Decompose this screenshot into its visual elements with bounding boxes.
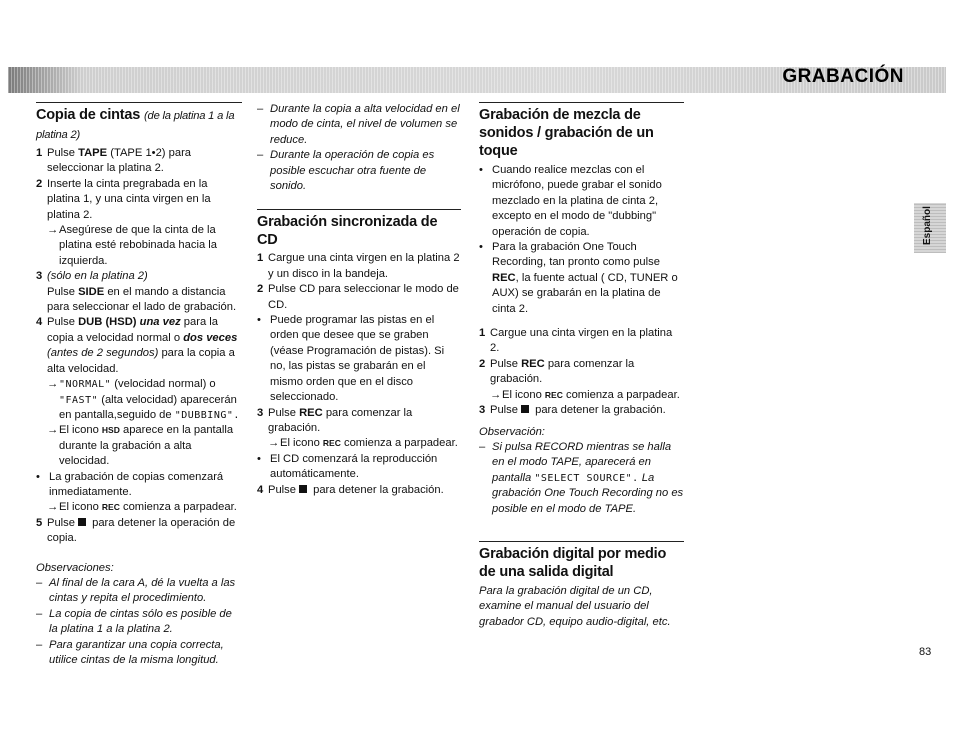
language-tab-label: Español (922, 206, 933, 245)
section-title: GRABACIÓN (782, 66, 904, 87)
observations-title: Observaciones: (36, 561, 114, 574)
step-2-note: → Asegúrese de que la cinta de la platina esté rebobinada hacia la izquierda. (36, 223, 242, 269)
step-5: 5 Pulse para detener la operación de copia. (36, 516, 236, 545)
step-1: 1 Pulse TAPE (TAPE 1•2) para seleccionar la platina 2. (36, 147, 192, 175)
step-4: 4 Pulse para detener la grabación. (257, 483, 444, 496)
arrow-icon: → (47, 501, 59, 514)
copia-bullet: • La grabación de copias comenzará inmediatamente. (36, 470, 224, 498)
mezcla-bullet-2: • Para la grabación One Touch Recording, tan pronto como pulse REC, la fuente actual ( CD, TUNER o AUX) se grabarán en la platina de cinta 2. (479, 241, 678, 315)
section-rule (257, 209, 461, 210)
copia-bullet-note: → El icono REC comienza a parpadear. (36, 500, 242, 515)
digital-text: Para la grabación digital de un CD, examine el manual del usuario del grabador CD, equipo audio-digital, etc. (479, 584, 671, 628)
heading-copia-sub: (de la platina 1 a la platina 2) (36, 110, 235, 141)
step-2: 2 Inserte la cinta pregrabada en la platina 1, y una cinta virgen en la platina 2. (36, 177, 211, 221)
observation-item: – La copia de cintas sólo es posible de la platina 1 a la platina 2. (36, 607, 232, 636)
stop-icon (521, 405, 529, 413)
mezcla-bullet-1: • Cuando realice mezclas con el micrófono, puede grabar el sonido mezclado en la platina de cinta 2, excepto en el modo de "dubbing" operación de copia. (479, 164, 662, 238)
heading-digital: Grabación digital por medio de una salida digital (479, 545, 667, 580)
step-4-note-1: → "NORMAL" (velocidad normal) o "FAST" (alta velocidad) aparecerán en pantalla,seguido de "DUBBING". (36, 377, 242, 423)
arrow-icon: → (268, 437, 280, 450)
observation-title: Observación: (479, 425, 545, 438)
column-mezcla (479, 102, 684, 630)
step-1: 1 Cargue una cinta virgen en la platina 2. (479, 327, 673, 355)
step-1: 1 Cargue una cinta virgen en la platina 2 y un disco in la bandeja. (257, 252, 460, 280)
arrow-icon: → (47, 224, 59, 237)
step-3: 3 (sólo en la platina 2) Pulse SIDE en el mando a distancia para seleccionar el lado de grabación. (36, 270, 237, 314)
step-4: 4 Pulse DUB (HSD) una vez para la copia a velocidad normal o dos veces (antes de 2 segundos) para la copia a alta velocidad. (36, 316, 238, 375)
step-3: 3 Pulse REC para comenzar la grabación. (257, 406, 413, 434)
step-2-note: → El icono REC comienza a parpadear. (479, 388, 684, 403)
column-sincro (257, 102, 461, 498)
rec-icon: REC (322, 438, 341, 449)
step-3-note: → El icono REC comienza a parpadear. (257, 436, 461, 451)
section-banner (8, 67, 946, 93)
step-3: 3 Pulse para detener la grabación. (479, 404, 666, 417)
step-2: 2 Pulse REC para comenzar la grabación. (479, 357, 635, 386)
observation-item: – Si pulsa RECORD mientras se halla en el modo TAPE, aparecerá en pantalla "SELECT SOURCE". La grabación One Touch Recording no es posible en el modo de TAPE. (479, 440, 684, 515)
copy-note: – Durante la copia a alta velocidad en el modo de cinta, el nivel de volumen se reduce. (257, 103, 460, 146)
heading-copia: Copia de cintas (de la platina 1 a la platina 2) (36, 107, 235, 141)
observation-item: – Para garantizar una copia correcta, utilice cintas de la misma longitud. (36, 638, 224, 666)
section-rule (479, 102, 684, 103)
arrow-icon: → (47, 424, 59, 437)
arrow-icon: → (47, 378, 59, 391)
arrow-icon: → (490, 388, 502, 401)
step-2: 2 Pulse CD para seleccionar le modo de CD. (257, 283, 459, 311)
stop-icon (299, 485, 307, 493)
step-4-note-2: → El icono HSD aparece en la pantalla durante la grabación a alta velocidad. (36, 423, 242, 469)
section-rule (36, 102, 242, 103)
sincro-bullet-2: • El CD comenzará la reproducción automáticamente. (257, 452, 438, 481)
rec-icon: REC (544, 389, 563, 400)
observation-item: – Al final de la cara A, dé la vuelta a las cintas y repita el procedimiento. (36, 576, 236, 605)
section-rule (479, 541, 684, 542)
language-tab (914, 203, 946, 253)
copy-note: – Durante la operación de copia es posible escuchar otra fuente de sonido. (257, 149, 435, 193)
sincro-bullet: • Puede programar las pistas en el orden que desee que se graben (véase Programación de pistas). Si no, las pistas se grabarán en el mismo orden que en el disco seleccionado. (257, 314, 445, 404)
heading-mezcla: Grabación de mezcla de sonidos / grabación de un toque (479, 107, 654, 159)
hsd-icon: HSD (101, 425, 120, 436)
page-number: 83 (919, 646, 932, 658)
rec-icon: REC (101, 502, 120, 513)
heading-sincro: Grabación sincronizada de CD (257, 214, 438, 249)
stop-icon (78, 518, 86, 526)
column-copia (36, 102, 242, 668)
